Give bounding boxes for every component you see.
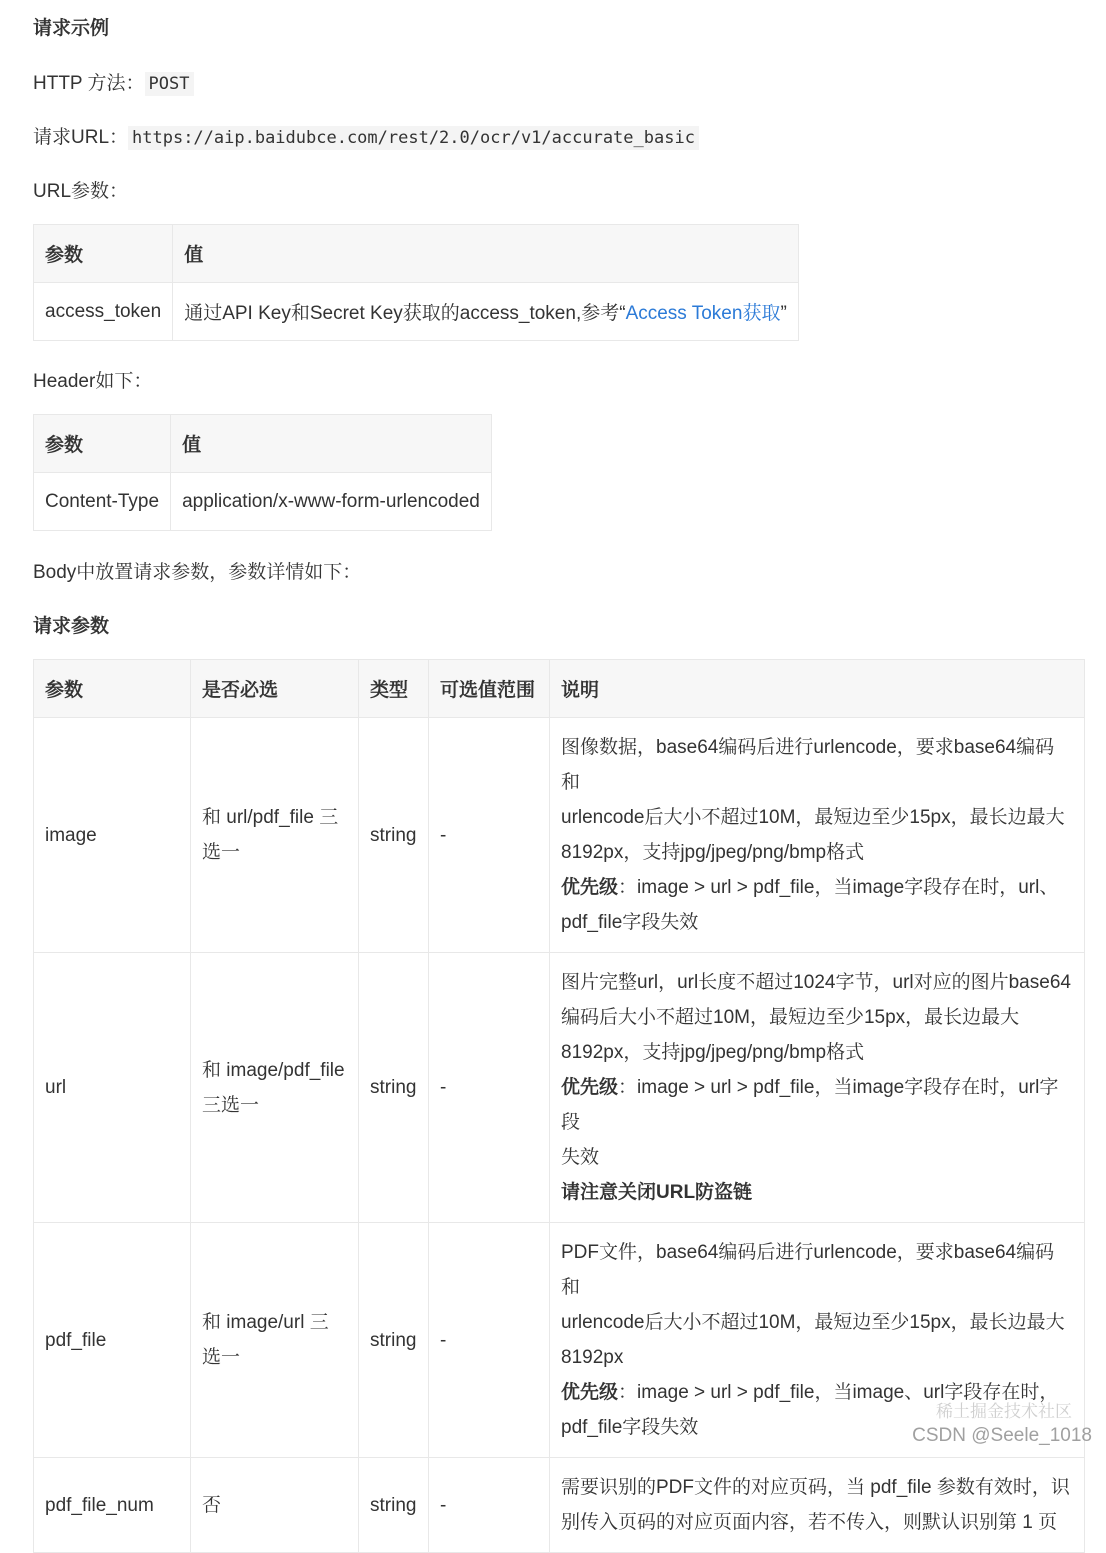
desc-line: urlencode后大小不超过10M，最短边至少15px，最长边最大 <box>561 807 1065 828</box>
param-required <box>191 953 359 1223</box>
param-name: url <box>34 953 191 1223</box>
required-line: 和 image/pdf_file <box>202 1059 345 1081</box>
priority-text: ：image > url > pdf_file，当image、url字段存在时， <box>618 1382 1059 1403</box>
table-row <box>34 473 492 531</box>
table-header-row <box>34 415 492 473</box>
value-text: 通过API Key和Secret Key获取的access_token,参考“ <box>184 303 626 324</box>
priority-line <box>561 870 1073 905</box>
table-row <box>34 1458 1085 1553</box>
param-required <box>191 1458 359 1553</box>
required-line: 选一 <box>202 1347 241 1368</box>
table-row <box>34 283 799 341</box>
desc-line: 图片完整url，url长度不超过1024字节，url对应的图片base64 <box>561 972 1071 993</box>
param-description <box>550 1223 1085 1458</box>
desc-line: 8192px，支持jpg/jpeg/png/bmp格式 <box>561 1042 865 1063</box>
hotlink-note: 请注意关闭URL防盗链 <box>561 1182 753 1203</box>
priority-line <box>561 1070 1073 1140</box>
desc-line: 8192px，支持jpg/jpeg/png/bmp格式 <box>561 842 865 863</box>
desc-line: PDF文件，base64编码后进行urlencode，要求base64编码和 <box>561 1242 1055 1298</box>
table-row <box>34 1223 1085 1458</box>
faint-watermark: 稀土掘金技术社区 <box>936 1402 1072 1421</box>
table-header-cell: 参数 <box>34 415 171 473</box>
param-description <box>550 953 1085 1223</box>
table-header-row <box>34 660 1085 718</box>
request-params-title: 请求参数 <box>33 616 110 637</box>
desc-line: 图像数据，base64编码后进行urlencode，要求base64编码和 <box>561 737 1055 793</box>
request-params-table <box>33 659 1085 1553</box>
param-type: string <box>359 953 429 1223</box>
param-value: application/x-www-form-urlencoded <box>171 473 492 531</box>
http-method-line <box>33 68 194 95</box>
required-line: 选一 <box>202 842 241 863</box>
priority-text: ：image > url > pdf_file，当image字段存在时，url、 <box>618 877 1059 898</box>
param-description <box>550 1458 1085 1553</box>
param-required <box>191 1223 359 1458</box>
param-name: access_token <box>34 283 173 341</box>
priority-label: 优先级 <box>561 1382 619 1403</box>
param-range: - <box>429 718 550 953</box>
param-name: Content-Type <box>34 473 171 531</box>
desc-line: 8192px <box>561 1347 624 1368</box>
http-method-value: POST <box>145 72 194 96</box>
access-token-link[interactable]: Access Token获取 <box>625 303 781 324</box>
table-header-cell: 说明 <box>550 660 1085 718</box>
section-title: 请求示例 <box>33 18 110 39</box>
param-range: - <box>429 1223 550 1458</box>
header-params-label: Header如下： <box>33 371 153 392</box>
desc-line: urlencode后大小不超过10M，最短边至少15px，最长边最大 <box>561 1312 1065 1333</box>
table-header-cell: 类型 <box>359 660 429 718</box>
table-header-cell: 是否必选 <box>191 660 359 718</box>
param-type: string <box>359 1458 429 1553</box>
priority-text: pdf_file字段失效 <box>561 1417 699 1438</box>
param-range: - <box>429 953 550 1223</box>
table-header-cell: 参数 <box>34 660 191 718</box>
param-required <box>191 718 359 953</box>
param-name: pdf_file <box>34 1223 191 1458</box>
param-value <box>173 283 799 341</box>
param-type: string <box>359 718 429 953</box>
table-header-row <box>34 225 799 283</box>
request-url-label: 请求URL： <box>33 127 129 148</box>
param-name: image <box>34 718 191 953</box>
csdn-watermark: CSDN @Seele_1018 <box>912 1425 1092 1446</box>
required-line: 和 image/url 三 <box>202 1312 329 1333</box>
param-range: - <box>429 1458 550 1553</box>
table-header-cell: 可选值范围 <box>429 660 550 718</box>
request-url-line <box>33 122 699 149</box>
desc-line: 编码后大小不超过10M，最短边至少15px，最长边最大 <box>561 1007 1020 1028</box>
priority-text: pdf_file字段失效 <box>561 912 699 933</box>
param-type: string <box>359 1223 429 1458</box>
url-params-label: URL参数： <box>33 181 129 202</box>
priority-label: 优先级 <box>561 877 619 898</box>
body-intro: Body中放置请求参数，参数详情如下： <box>33 562 362 583</box>
value-text: ” <box>780 303 787 324</box>
param-name: pdf_file_num <box>34 1458 191 1553</box>
priority-text: 失效 <box>561 1147 600 1168</box>
priority-text: ：image > url > pdf_file，当image字段存在时，url字段 <box>561 1077 1059 1133</box>
table-header-cell: 值 <box>171 415 492 473</box>
param-description <box>550 718 1085 953</box>
priority-label: 优先级 <box>561 1077 619 1098</box>
header-params-table <box>33 414 492 531</box>
required-line: 和 url/pdf_file 三 <box>202 807 339 828</box>
desc-line: 需要识别的PDF文件的对应页码，当 pdf_file 参数有效时，识 <box>561 1477 1070 1498</box>
url-params-table <box>33 224 799 341</box>
required-line: 否 <box>202 1494 222 1516</box>
http-method-label: HTTP 方法： <box>33 73 145 94</box>
desc-line: 别传入页码的对应页面内容，若不传入，则默认识别第 1 页 <box>561 1512 1058 1533</box>
table-header-cell: 参数 <box>34 225 173 283</box>
table-row <box>34 953 1085 1223</box>
request-url-value: https://aip.baidubce.com/rest/2.0/ocr/v1/accurate_basic <box>128 126 699 150</box>
table-row <box>34 718 1085 953</box>
required-line: 三选一 <box>202 1094 260 1116</box>
table-header-cell: 值 <box>173 225 799 283</box>
